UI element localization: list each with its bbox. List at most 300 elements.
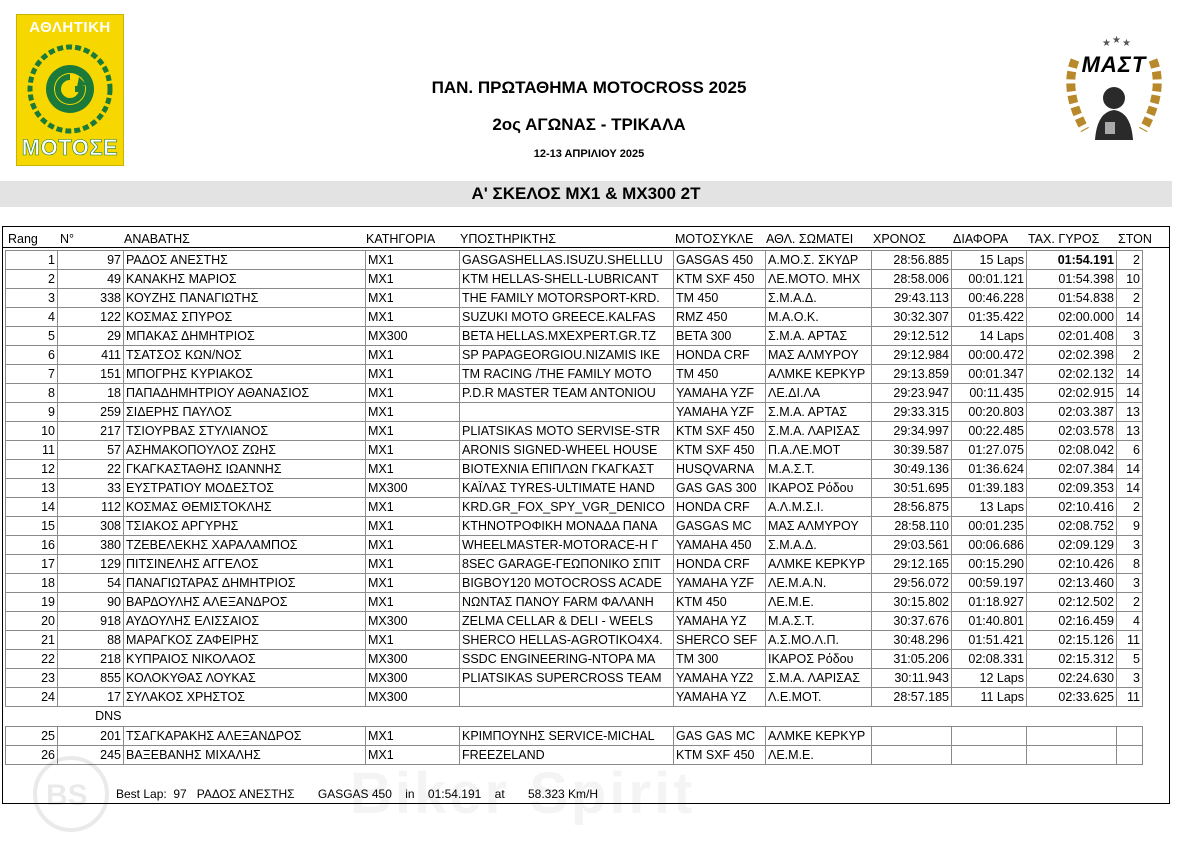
cell-category: MX1 xyxy=(366,346,460,365)
cell-number: 380 xyxy=(58,536,124,555)
cell-best-lap: 02:03.387 xyxy=(1027,403,1117,422)
cell-club: Λ.Ε.ΜΟΤ. xyxy=(766,688,872,707)
cell-club: ΛΕ.Μ.Ε. xyxy=(766,593,872,612)
cell-rider: ΒΑΞΕΒΑΝΗΣ ΜΙΧΑΛΗΣ xyxy=(124,746,366,765)
cell-sponsor: SUZUKI MOTO GREECE.KALFAS xyxy=(460,308,674,327)
event-date: 12-13 ΑΠΡΙΛΙΟΥ 2025 xyxy=(533,148,645,160)
cell-number: 29 xyxy=(58,327,124,346)
cell-laps-on: 13 xyxy=(1117,422,1143,441)
cell-diff: 01:27.075 xyxy=(952,441,1027,460)
svg-text:★: ★ xyxy=(1122,38,1131,49)
cell-time: 28:57.185 xyxy=(872,688,952,707)
cell-best-lap: 02:08.752 xyxy=(1027,517,1117,536)
cell-number: 22 xyxy=(58,460,124,479)
cell-rider: ΤΣΑΤΣΟΣ ΚΩΝ/ΝΟΣ xyxy=(124,346,366,365)
cell-rider: ΜΑΡΑΓΚΟΣ ΖΑΦΕΙΡΗΣ xyxy=(124,631,366,650)
cell-diff: 00:01.121 xyxy=(952,270,1027,289)
cell-time: 29:43.113 xyxy=(872,289,952,308)
cell-number: 49 xyxy=(58,270,124,289)
cell-time: 28:58.110 xyxy=(872,517,952,536)
cell-diff: 13 Laps xyxy=(952,498,1027,517)
cell-rang: 11 xyxy=(6,441,58,460)
cell-diff: 12 Laps xyxy=(952,669,1027,688)
cell-sponsor: KRD.GR_FOX_SPY_VGR_DENICO xyxy=(460,498,674,517)
cell-rang: 20 xyxy=(6,612,58,631)
cell-sponsor: THE FAMILY MOTORSPORT-KRD. xyxy=(460,289,674,308)
cell-category: MX1 xyxy=(366,251,460,270)
cell-best-lap: 02:12.502 xyxy=(1027,593,1117,612)
session-title: Α' ΣΚΕΛΟΣ MX1 & MX300 2T xyxy=(471,184,701,203)
result-row xyxy=(6,346,1143,365)
cell-rider: ΕΥΣΤΡΑΤΙΟΥ ΜΟΔΕΣΤΟΣ xyxy=(124,479,366,498)
cell-rider: ΤΣΑΓΚΑΡΑΚΗΣ ΑΛΕΞΑΝΔΡΟΣ xyxy=(124,727,366,746)
svg-text:BS: BS xyxy=(46,779,88,812)
result-row xyxy=(6,308,1143,327)
cell-club: ΑΛΜΚΕ ΚΕΡΚΥΡ xyxy=(766,555,872,574)
col-sponsor: ΥΠΟΣΤΗΡΙΚΤΗΣ xyxy=(460,232,557,246)
cell-category: MX1 xyxy=(366,574,460,593)
cell-number: 201 xyxy=(58,727,124,746)
svg-text:★: ★ xyxy=(1102,38,1111,49)
cell-category: MX300 xyxy=(366,669,460,688)
cell-rang: 5 xyxy=(6,327,58,346)
cell-category: MX1 xyxy=(366,403,460,422)
cell-time: 29:12.984 xyxy=(872,346,952,365)
cell-rider: ΤΣΙΟΥΡΒΑΣ ΣΤΥΛΙΑΝΟΣ xyxy=(124,422,366,441)
cell-diff: 01:18.927 xyxy=(952,593,1027,612)
cell-rider: ΓΚΑΓΚΑΣΤΑΘΗΣ ΙΩΑΝΝΗΣ xyxy=(124,460,366,479)
cell-laps-on: 2 xyxy=(1117,251,1143,270)
cell-bike: HONDA CRF xyxy=(674,498,766,517)
cell-bike: KTM SXF 450 xyxy=(674,270,766,289)
cell-rider: ΜΠΑΚΑΣ ΔΗΜΗΤΡΙΟΣ xyxy=(124,327,366,346)
cell-time: 29:13.859 xyxy=(872,365,952,384)
cell-rang: 6 xyxy=(6,346,58,365)
col-category: ΚΑΤΗΓΟΡΙΑ xyxy=(366,232,436,246)
cell-diff: 11 Laps xyxy=(952,688,1027,707)
cell-best-lap: 02:15.312 xyxy=(1027,650,1117,669)
cell-club: Σ.Μ.Α. ΛΑΡΙΣΑΣ xyxy=(766,669,872,688)
cell-bike: GAS GAS 300 xyxy=(674,479,766,498)
cell-sponsor: SP PAPAGEORGIOU.NIZAMIS IKE xyxy=(460,346,674,365)
cell-club: ΛΕ.Μ.Α.Ν. xyxy=(766,574,872,593)
cell-club: Π.Α.ΛΕ.ΜΟΤ xyxy=(766,441,872,460)
cell-laps-on: 13 xyxy=(1117,403,1143,422)
watermark-logo xyxy=(30,755,112,833)
header-divider xyxy=(3,247,1169,248)
cell-time: 30:39.587 xyxy=(872,441,952,460)
cell-time: 29:12.165 xyxy=(872,555,952,574)
cell-sponsor: SSDC ENGINEERING-ΝΤΟΡΑ ΜΑ xyxy=(460,650,674,669)
cell-diff: 00:20.803 xyxy=(952,403,1027,422)
cell-bike: YAMAHA 450 xyxy=(674,536,766,555)
cell-laps-on: 14 xyxy=(1117,479,1143,498)
cell-number: 57 xyxy=(58,441,124,460)
cell-sponsor: BIGBOY120 MOTOCROSS ACADE xyxy=(460,574,674,593)
cell-rider: ΚΟΛΟΚΥΘΑΣ ΛΟΥΚΑΣ xyxy=(124,669,366,688)
cell-bike: BETA 300 xyxy=(674,327,766,346)
cell-rang: 9 xyxy=(6,403,58,422)
cell-bike: HONDA CRF xyxy=(674,346,766,365)
cell-number: 90 xyxy=(58,593,124,612)
cell-time: 29:34.997 xyxy=(872,422,952,441)
cell-diff: 00:06.686 xyxy=(952,536,1027,555)
cell-number: 54 xyxy=(58,574,124,593)
cell-laps-on: 3 xyxy=(1117,574,1143,593)
cell-time: 30:48.296 xyxy=(872,631,952,650)
dns-separator-row xyxy=(6,707,1143,727)
cell-best-lap: 02:15.126 xyxy=(1027,631,1117,650)
cell-rang: 15 xyxy=(6,517,58,536)
svg-text:★: ★ xyxy=(1112,35,1121,46)
cell-rang: 7 xyxy=(6,365,58,384)
cell-club: ΜΑΣ ΑΛΜΥΡΟΥ xyxy=(766,346,872,365)
cell-club: ΛΕ.ΜΟΤΟ. ΜΗΧ xyxy=(766,270,872,289)
cell-diff: 01:39.183 xyxy=(952,479,1027,498)
cell-rider: ΚΑΝΑΚΗΣ ΜΑΡΙΟΣ xyxy=(124,270,366,289)
cell-time: 29:12.512 xyxy=(872,327,952,346)
cell-number: 855 xyxy=(58,669,124,688)
cell-category: MX300 xyxy=(366,688,460,707)
cell-rang: 16 xyxy=(6,536,58,555)
result-row xyxy=(6,593,1143,612)
cell-number: 129 xyxy=(58,555,124,574)
cell-diff: 00:01.347 xyxy=(952,365,1027,384)
result-row xyxy=(6,460,1143,479)
cell-sponsor xyxy=(460,403,674,422)
cell-rang: 13 xyxy=(6,479,58,498)
result-row xyxy=(6,384,1143,403)
result-row xyxy=(6,650,1143,669)
cell-number: 88 xyxy=(58,631,124,650)
cell-club: Σ.Μ.Α. ΑΡΤΑΣ xyxy=(766,403,872,422)
cell-category: MX1 xyxy=(366,365,460,384)
cell-best-lap: 02:10.416 xyxy=(1027,498,1117,517)
cell-laps-on: 3 xyxy=(1117,327,1143,346)
dns-label: DNS xyxy=(95,709,122,723)
mast-logo-text: ΜΑΣΤ xyxy=(1081,52,1147,77)
watermark-text xyxy=(350,760,695,827)
col-number: N° xyxy=(60,232,75,246)
cell-laps-on: 11 xyxy=(1117,631,1143,650)
cell-rang: 8 xyxy=(6,384,58,403)
result-row xyxy=(6,441,1143,460)
cell-bike: YAMAHA YZF xyxy=(674,384,766,403)
cell-best-lap: 02:08.042 xyxy=(1027,441,1117,460)
cell-number: 97 xyxy=(58,251,124,270)
cell-best-lap: 01:54.191 xyxy=(1027,251,1117,270)
cell-rider: ΣΙΔΕΡΗΣ ΠΑΥΛΟΣ xyxy=(124,403,366,422)
cell-club: ΛΕ.Μ.Ε. xyxy=(766,746,872,765)
cell-diff: 14 Laps xyxy=(952,327,1027,346)
cell-time: 30:15.802 xyxy=(872,593,952,612)
cell-rang: 21 xyxy=(6,631,58,650)
cell-number: 33 xyxy=(58,479,124,498)
cell-best-lap: 02:33.625 xyxy=(1027,688,1117,707)
col-rider: ΑΝΑΒΑΤΗΣ xyxy=(124,232,190,246)
cell-sponsor: GASGASHELLAS.ISUZU.SHELLLU xyxy=(460,251,674,270)
cell-number: 245 xyxy=(58,746,124,765)
cell-bike: TM 450 xyxy=(674,365,766,384)
cell-best-lap: 02:13.460 xyxy=(1027,574,1117,593)
cell-rider: ΑΣΗΜΑΚΟΠΟΥΛΟΣ ΖΩΗΣ xyxy=(124,441,366,460)
cell-bike: GASGAS 450 xyxy=(674,251,766,270)
cell-category: MX1 xyxy=(366,555,460,574)
cell-rider: ΒΑΡΔΟΥΛΗΣ ΑΛΕΞΑΝΔΡΟΣ xyxy=(124,593,366,612)
cell-laps-on: 14 xyxy=(1117,365,1143,384)
cell-time: 30:32.307 xyxy=(872,308,952,327)
result-row xyxy=(6,574,1143,593)
results-table xyxy=(5,250,1143,765)
result-row xyxy=(6,498,1143,517)
cell-category: MX300 xyxy=(366,479,460,498)
cell-rang: 18 xyxy=(6,574,58,593)
cell-category: MX1 xyxy=(366,270,460,289)
dns-row xyxy=(6,727,1143,746)
cell-rang: 22 xyxy=(6,650,58,669)
cell-time: 29:23.947 xyxy=(872,384,952,403)
result-row xyxy=(6,270,1143,289)
col-best-lap: ΤΑΧ. ΓΥΡΟΣ xyxy=(1028,232,1100,246)
cell-diff: 15 Laps xyxy=(952,251,1027,270)
cell-sponsor: BETA HELLAS.MXEXPERT.GR.TZ xyxy=(460,327,674,346)
cell-category: MX1 xyxy=(366,384,460,403)
cell-club: Μ.Α.Σ.Τ. xyxy=(766,460,872,479)
cell-rang: 1 xyxy=(6,251,58,270)
cell-bike: YAMAHA YZF xyxy=(674,574,766,593)
cell-club: ΑΛΜΚΕ ΚΕΡΚΥΡ xyxy=(766,365,872,384)
cell-club: Α.Σ.ΜΟ.Λ.Π. xyxy=(766,631,872,650)
cell-laps-on: 2 xyxy=(1117,498,1143,517)
cell-club: Σ.Μ.Α.Δ. xyxy=(766,536,872,555)
result-row xyxy=(6,327,1143,346)
cell-best-lap: 02:02.915 xyxy=(1027,384,1117,403)
result-row xyxy=(6,365,1143,384)
col-bike: ΜΟΤΟΣΥΚΛΕ xyxy=(675,232,754,246)
cell-bike: KTM SXF 450 xyxy=(674,746,766,765)
cell-laps-on: 14 xyxy=(1117,460,1143,479)
cell-rider: ΠΑΠΑΔΗΜΗΤΡΙΟΥ ΑΘΑΝΑΣΙΟΣ xyxy=(124,384,366,403)
cell-number: 151 xyxy=(58,365,124,384)
cell-sponsor: PLIATSIKAS SUPERCROSS TEAM xyxy=(460,669,674,688)
cell-best-lap: 01:54.398 xyxy=(1027,270,1117,289)
cell-rider: ΠΑΝΑΓΙΩΤΑΡΑΣ ΔΗΜΗΤΡΙΟΣ xyxy=(124,574,366,593)
cell-club: ΑΛΜΚΕ ΚΕΡΚΥΡ xyxy=(766,727,872,746)
cell-sponsor: ΒΙΟΤΕΧΝΙΑ ΕΠΙΠΛΩΝ ΓΚΑΓΚΑΣΤ xyxy=(460,460,674,479)
cell-number: 18 xyxy=(58,384,124,403)
cell-best-lap: 02:07.384 xyxy=(1027,460,1117,479)
cell-laps-on: 14 xyxy=(1117,384,1143,403)
cell-sponsor: ZELMA CELLAR & DELI - WEELS xyxy=(460,612,674,631)
cell-laps-on: 3 xyxy=(1117,536,1143,555)
cell-category: MX300 xyxy=(366,650,460,669)
cell-sponsor: ΚΡΙΜΠΟΥΝΗΣ SERVICE-MICHAL xyxy=(460,727,674,746)
cell-time: 28:56.875 xyxy=(872,498,952,517)
result-row xyxy=(6,536,1143,555)
cell-bike: YAMAHA YZ xyxy=(674,612,766,631)
cell-laps-on: 2 xyxy=(1117,289,1143,308)
cell-sponsor: TM RACING /THE FAMILY MOTO xyxy=(460,365,674,384)
cell-club: ΛΕ.ΔΙ.ΛΑ xyxy=(766,384,872,403)
cell-bike: SHERCO SEF xyxy=(674,631,766,650)
cell-rang: 10 xyxy=(6,422,58,441)
cell-category: MX1 xyxy=(366,460,460,479)
cell-category: MX1 xyxy=(366,289,460,308)
cell-bike: TM 300 xyxy=(674,650,766,669)
cell-category: MX1 xyxy=(366,536,460,555)
cell-diff: 01:36.624 xyxy=(952,460,1027,479)
cell-bike: KTM 450 xyxy=(674,593,766,612)
cell-diff: 00:46.228 xyxy=(952,289,1027,308)
cell-rang: 26 xyxy=(6,746,58,765)
cell-time: 29:03.561 xyxy=(872,536,952,555)
cell-best-lap: 02:10.426 xyxy=(1027,555,1117,574)
cell-club: ΙΚΑΡΟΣ Ρόδου xyxy=(766,479,872,498)
cell-best-lap: 02:00.000 xyxy=(1027,308,1117,327)
cell-laps-on xyxy=(1117,746,1143,765)
cell-bike: YAMAHA YZ xyxy=(674,688,766,707)
cell-rang: 17 xyxy=(6,555,58,574)
cell-best-lap: 02:03.578 xyxy=(1027,422,1117,441)
cell-best-lap: 02:09.353 xyxy=(1027,479,1117,498)
col-laps-on: ΣΤΟΝ xyxy=(1118,232,1152,246)
cell-rang: 14 xyxy=(6,498,58,517)
cell-diff xyxy=(952,746,1027,765)
cell-best-lap: 02:02.398 xyxy=(1027,346,1117,365)
logo-bottom-text: ΜΟΤΟΣΕ xyxy=(21,135,119,160)
cell-number: 217 xyxy=(58,422,124,441)
cell-club: Σ.Μ.Α.Δ. xyxy=(766,289,872,308)
cell-number: 122 xyxy=(58,308,124,327)
cell-time: 30:11.943 xyxy=(872,669,952,688)
cell-number: 17 xyxy=(58,688,124,707)
cell-diff: 02:08.331 xyxy=(952,650,1027,669)
cell-sponsor: ΝΩΝΤΑΣ ΠΑΝΟΥ FARM ΦΑΛΑΝΗ xyxy=(460,593,674,612)
cell-diff: 00:22.485 xyxy=(952,422,1027,441)
cell-rider: ΣΥΛΑΚΟΣ ΧΡΗΣΤΟΣ xyxy=(124,688,366,707)
cell-rider: ΚΟΥΖΗΣ ΠΑΝΑΓΙΩΤΗΣ xyxy=(124,289,366,308)
cell-bike: RMZ 450 xyxy=(674,308,766,327)
cell-rang: 4 xyxy=(6,308,58,327)
cell-best-lap: 02:09.129 xyxy=(1027,536,1117,555)
cell-sponsor xyxy=(460,688,674,707)
cell-category: MX1 xyxy=(366,593,460,612)
cell-rang: 2 xyxy=(6,270,58,289)
cell-time xyxy=(872,727,952,746)
cell-diff: 01:51.421 xyxy=(952,631,1027,650)
cell-diff xyxy=(952,727,1027,746)
cell-club: Σ.Μ.Α. ΑΡΤΑΣ xyxy=(766,327,872,346)
cell-rider: ΚΟΣΜΑΣ ΣΠΥΡΟΣ xyxy=(124,308,366,327)
cell-club: Α.ΜΟ.Σ. ΣΚΥΔΡ xyxy=(766,251,872,270)
result-row xyxy=(6,517,1143,536)
cell-sponsor: 8SEC GARAGE-ΓΕΩΠΟΝΙΚΟ ΣΠΙΤ xyxy=(460,555,674,574)
cell-rang: 3 xyxy=(6,289,58,308)
cell-rider: ΑΥΔΟΥΛΗΣ ΕΛΙΣΣΑΙΟΣ xyxy=(124,612,366,631)
cell-best-lap: 02:24.630 xyxy=(1027,669,1117,688)
cell-sponsor: P.D.R MASTER TEAM ANTONIOU xyxy=(460,384,674,403)
cell-time: 30:37.676 xyxy=(872,612,952,631)
cell-bike: KTM SXF 450 xyxy=(674,422,766,441)
cell-rider: ΚΥΠΡΑΙΟΣ ΝΙΚΟΛΑΟΣ xyxy=(124,650,366,669)
cell-bike: GASGAS MC xyxy=(674,517,766,536)
cell-bike: KTM SXF 450 xyxy=(674,441,766,460)
cell-time: 28:58.006 xyxy=(872,270,952,289)
col-rang: Rang xyxy=(8,232,38,246)
result-row xyxy=(6,251,1143,270)
cell-bike: TM 450 xyxy=(674,289,766,308)
cell-club: Μ.Α.Σ.Τ. xyxy=(766,612,872,631)
cell-laps-on: 5 xyxy=(1117,650,1143,669)
cell-club: ΙΚΑΡΟΣ Ρόδου xyxy=(766,650,872,669)
cell-number: 918 xyxy=(58,612,124,631)
cell-number: 308 xyxy=(58,517,124,536)
cell-laps-on: 4 xyxy=(1117,612,1143,631)
cell-category: MX1 xyxy=(366,441,460,460)
cell-number: 411 xyxy=(58,346,124,365)
result-row xyxy=(6,612,1143,631)
cell-number: 259 xyxy=(58,403,124,422)
cell-club: Σ.Μ.Α. ΛΑΡΙΣΑΣ xyxy=(766,422,872,441)
cell-category: MX1 xyxy=(366,517,460,536)
cell-time: 29:33.315 xyxy=(872,403,952,422)
result-row xyxy=(6,555,1143,574)
cell-number: 338 xyxy=(58,289,124,308)
cell-laps-on xyxy=(1117,727,1143,746)
result-row xyxy=(6,669,1143,688)
cell-laps-on: 11 xyxy=(1117,688,1143,707)
cell-diff: 01:35.422 xyxy=(952,308,1027,327)
cell-bike: GAS GAS MC xyxy=(674,727,766,746)
cell-laps-on: 8 xyxy=(1117,555,1143,574)
championship-title: ΠΑΝ. ΠΡΩΤΑΘΗΜΑ MOTOCROSS 2025 xyxy=(431,78,747,97)
cell-rider: ΤΖΕΒΕΛΕΚΗΣ ΧΑΡΑΛΑΜΠΟΣ xyxy=(124,536,366,555)
result-row xyxy=(6,688,1143,707)
cell-bike: YAMAHA YZ2 xyxy=(674,669,766,688)
cell-number: 218 xyxy=(58,650,124,669)
cell-club: ΜΑΣ ΑΛΜΥΡΟΥ xyxy=(766,517,872,536)
cell-number: 112 xyxy=(58,498,124,517)
cell-category: MX1 xyxy=(366,308,460,327)
cell-rider: ΠΙΤΣΙΝΕΛΗΣ ΑΓΓΕΛΟΣ xyxy=(124,555,366,574)
col-diff: ΔΙΑΦΟΡΑ xyxy=(953,232,1009,246)
cell-club: Μ.Α.Ο.Κ. xyxy=(766,308,872,327)
cell-best-lap: 02:01.408 xyxy=(1027,327,1117,346)
cell-sponsor: SHERCO HELLAS-AGROTIKO4X4. xyxy=(460,631,674,650)
cell-sponsor: ΚΑΪΛΑΣ TYRES-ULTIMATE HAND xyxy=(460,479,674,498)
cell-rang: 25 xyxy=(6,727,58,746)
cell-club: Α.Λ.Μ.Σ.Ι. xyxy=(766,498,872,517)
cell-sponsor: FREEZELAND xyxy=(460,746,674,765)
col-club: ΑΘΛ. ΣΩΜΑΤΕΙ xyxy=(766,232,854,246)
cell-bike: HUSQVARNA xyxy=(674,460,766,479)
cell-laps-on: 14 xyxy=(1117,308,1143,327)
cell-diff: 00:01.235 xyxy=(952,517,1027,536)
cell-laps-on: 3 xyxy=(1117,669,1143,688)
result-row xyxy=(6,403,1143,422)
result-row xyxy=(6,631,1143,650)
cell-laps-on: 10 xyxy=(1117,270,1143,289)
cell-rang: 19 xyxy=(6,593,58,612)
cell-sponsor: PLIATSIKAS MOTO SERVISE-STR xyxy=(460,422,674,441)
cell-category: MX1 xyxy=(366,631,460,650)
cell-laps-on: 6 xyxy=(1117,441,1143,460)
cell-laps-on: 2 xyxy=(1117,593,1143,612)
cell-diff: 01:40.801 xyxy=(952,612,1027,631)
cell-sponsor: ARONIS SIGNED-WHEEL HOUSE xyxy=(460,441,674,460)
round-title: 2ος ΑΓΩΝΑΣ - ΤΡΙΚΑΛΑ xyxy=(492,115,686,134)
cell-category: MX1 xyxy=(366,498,460,517)
